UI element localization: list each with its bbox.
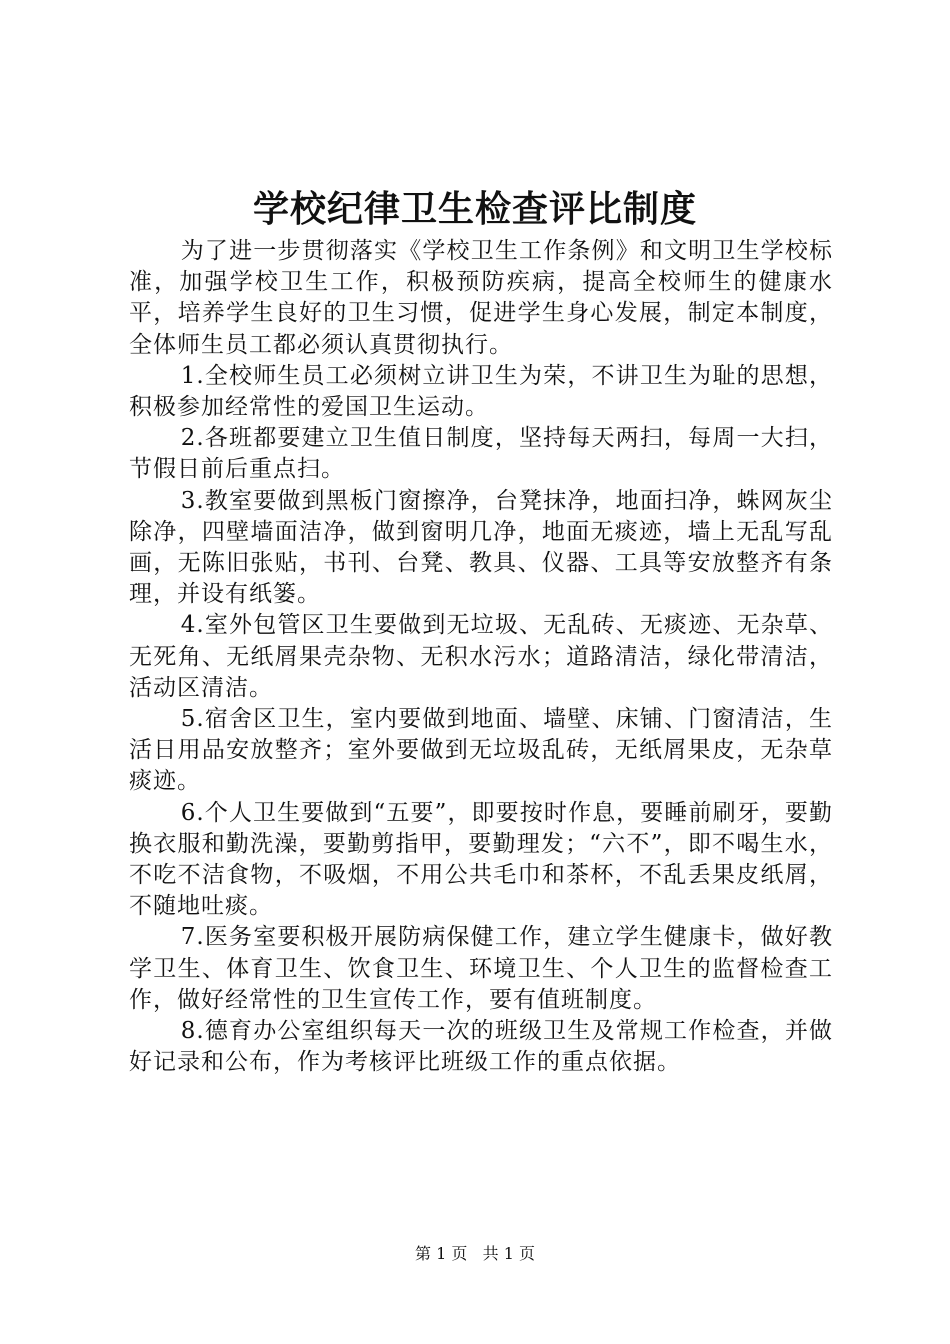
page-number: 第 1 页 — [415, 1244, 468, 1263]
rule-5-paragraph: 5.宿舍区卫生，室内要做到地面、墙壁、床铺、门窗清洁，生活日用品安放整齐；室外要做到无垃圾乱砖，无纸屑果皮，无杂草痰迹。 — [129, 706, 833, 795]
intro-paragraph: 为了进一步贯彻落实《学校卫生工作条例》和文明卫生学校标准，加强学校卫生工作，积极预防疾病，提高全校师生的健康水平，培养学生良好的卫生习惯，促进学生身心发展，制定本制度，全体师生员工都必须认真贯彻执行。 — [129, 238, 833, 358]
rule-7-paragraph: 7.医务室要积极开展防病保健工作，建立学生健康卡，做好教学卫生、体育卫生、饮食卫生、环境卫生、个人卫生的监督检查工作，做好经常性的卫生宣传工作，要有值班制度。 — [129, 924, 833, 1013]
footer-spacer — [472, 1244, 477, 1263]
document-title: 学校纪律卫生检查评比制度 — [252, 188, 697, 230]
rule-8-paragraph: 8.德育办公室组织每天一次的班级卫生及常规工作检查，并做好记录和公布，作为考核评比班级工作的重点依据。 — [129, 1018, 833, 1076]
rule-4-paragraph: 4.室外包管区卫生要做到无垃圾、无乱砖、无痰迹、无杂草、无死角、无纸屑果壳杂物、无积水污水；道路清洁，绿化带清洁，活动区清洁。 — [129, 612, 833, 701]
page-total: 共 1 页 — [482, 1244, 535, 1263]
document-body — [129, 236, 833, 1078]
rule-3-paragraph: 3.教室要做到黑板门窗擦净，台凳抹净，地面扫净，蛛网灰尘除净，四壁墙面洁净，做到窗明几净，地面无痰迹，墙上无乱写乱画，无陈旧张贴，书刊、台凳、教具、仪器、工具等安放整齐有条理，并设有纸篓。 — [129, 487, 833, 608]
rule-1-paragraph: 1.全校师生员工必须树立讲卫生为荣，不讲卫生为耻的思想，积极参加经常性的爱国卫生运动。 — [129, 362, 833, 421]
page-footer — [0, 1243, 950, 1265]
rule-6-paragraph: 6.个人卫生要做到“五要”，即要按时作息，要睡前刷牙，要勤换衣服和勤洗澡，要勤剪指甲，要勤理发；“六不”，即不喝生水，不吃不洁食物，不吸烟，不用公共毛巾和茶杯，不乱丢果皮纸屑，不随地吐痰。 — [129, 799, 833, 920]
rule-2-paragraph: 2.各班都要建立卫生值日制度，坚持每天两扫，每周一大扫，节假日前后重点扫。 — [129, 425, 833, 483]
